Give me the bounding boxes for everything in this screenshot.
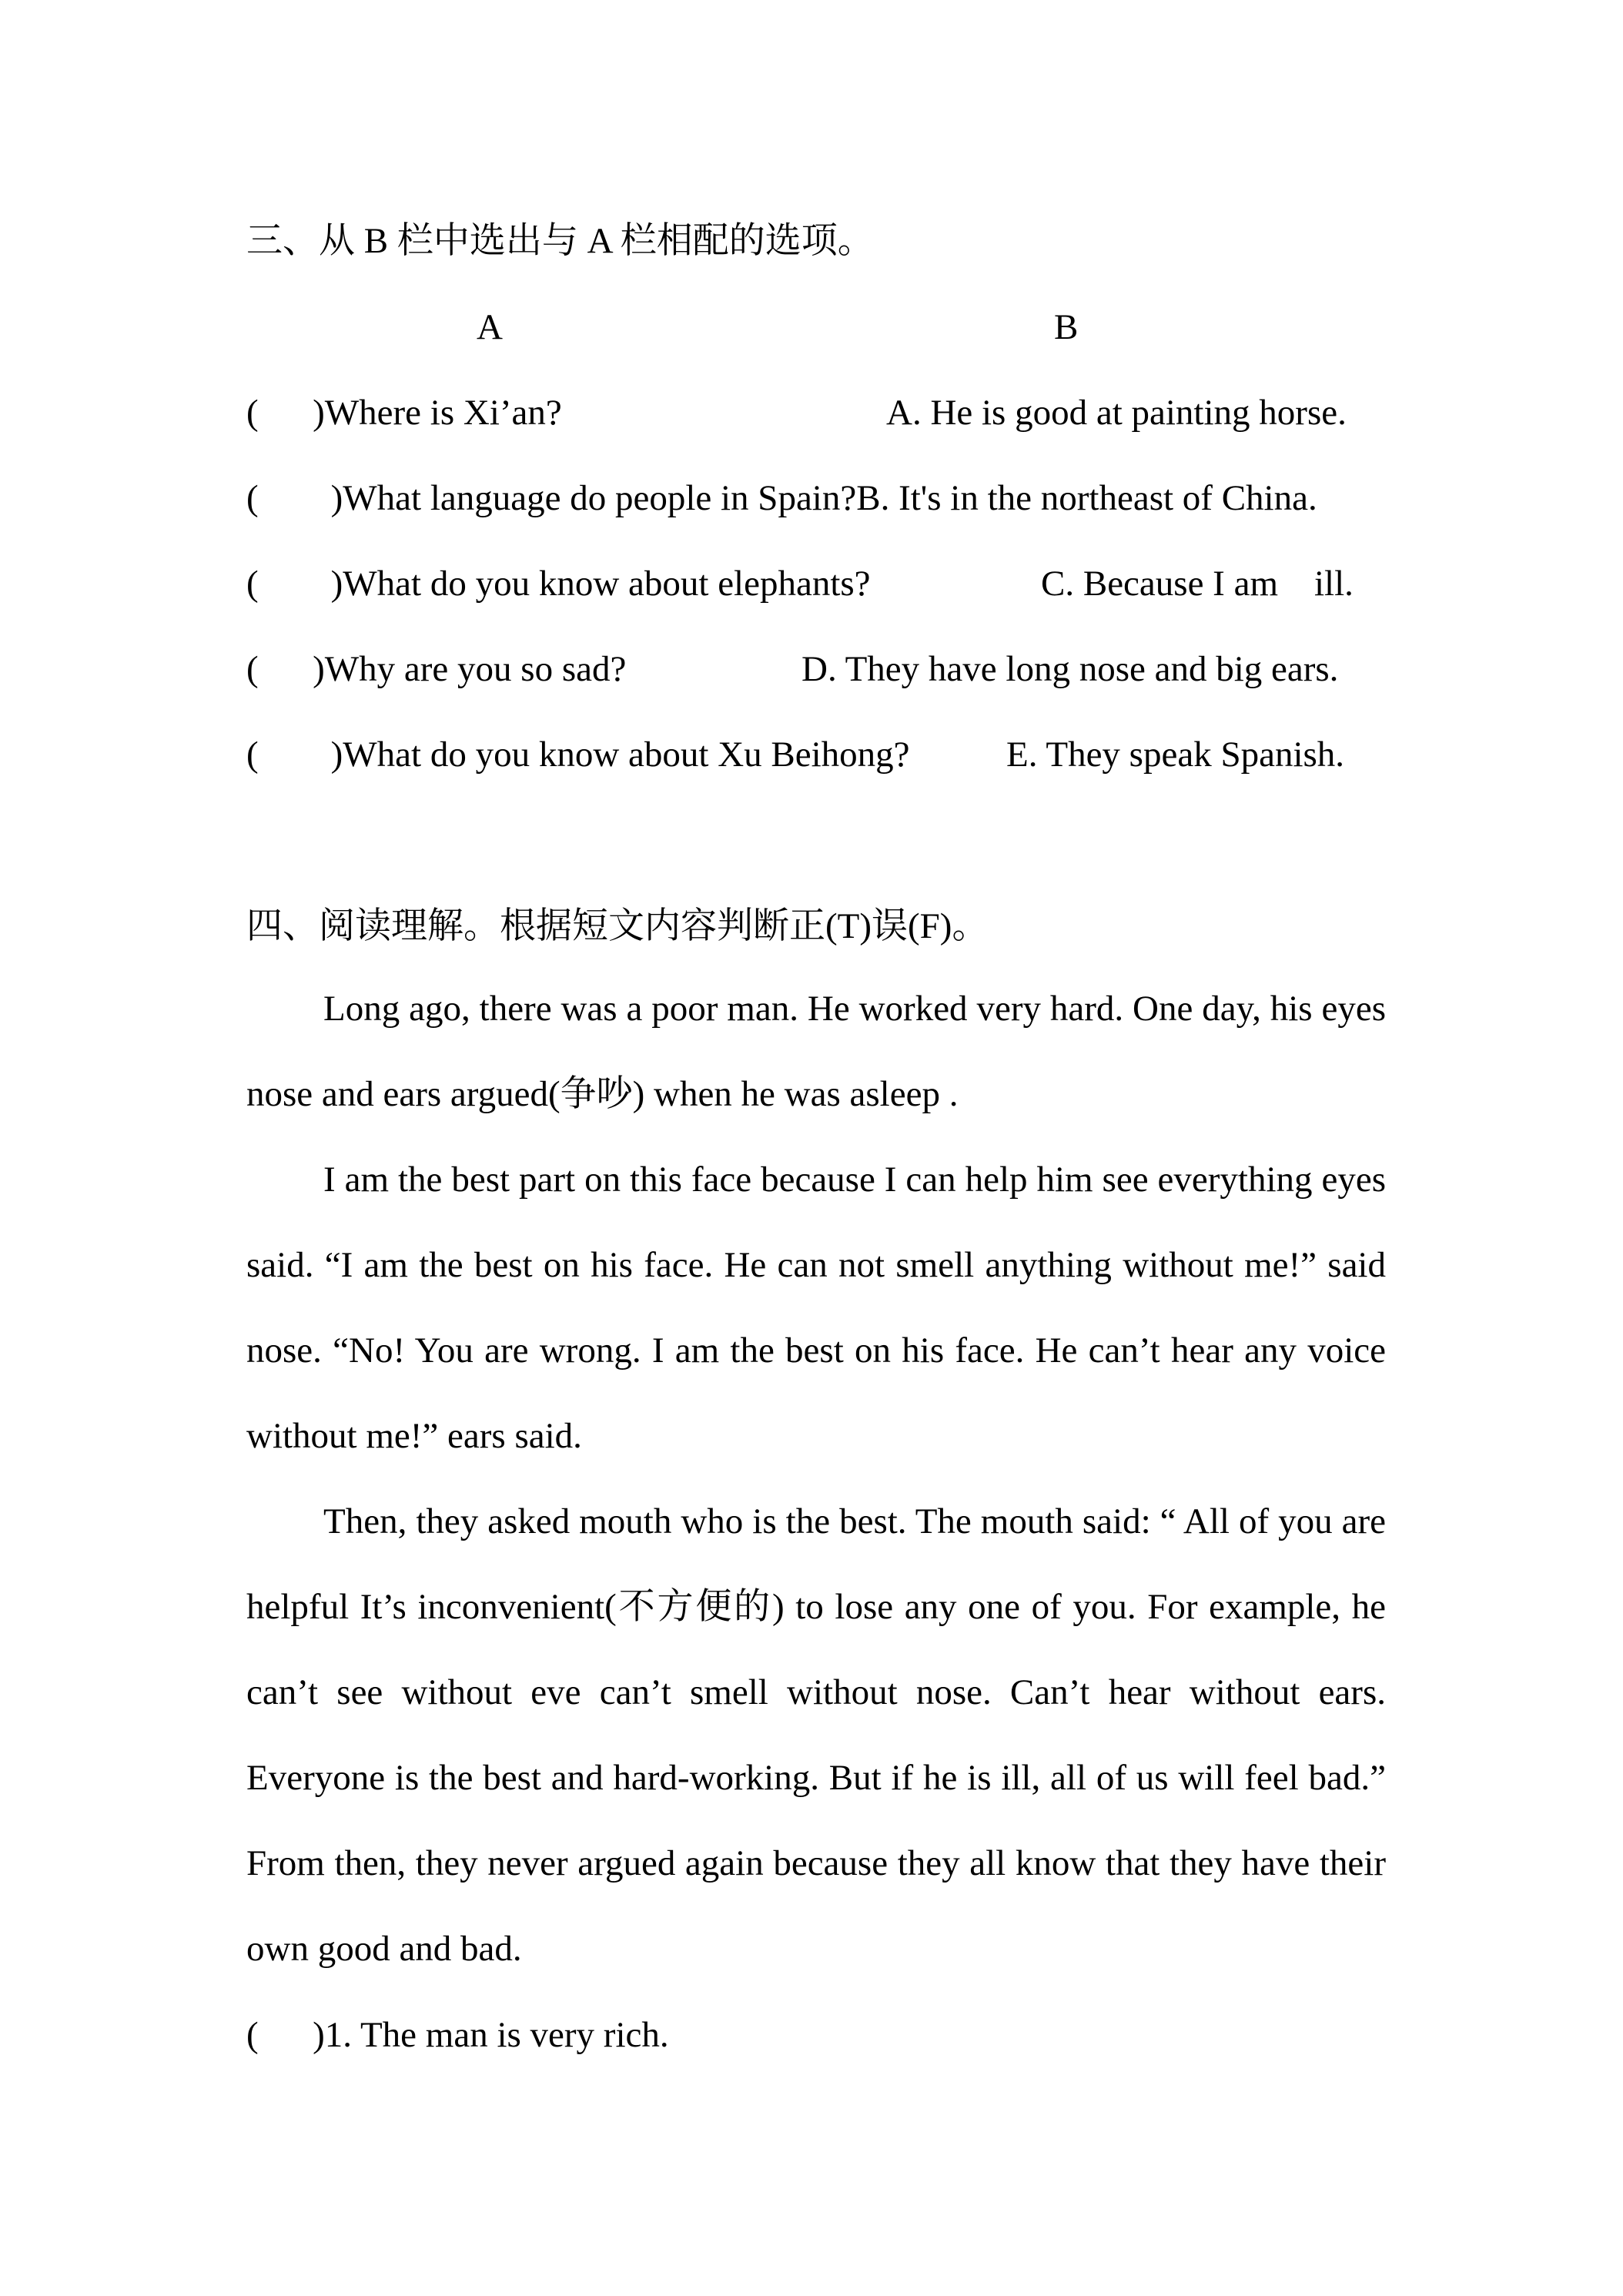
- reading-paragraph-3: [246, 1479, 1386, 1992]
- section4-title: 四、阅读理解。根据短文内容判断正(T)误(F)。: [246, 906, 989, 946]
- paragraph-3-text: Then, they asked mouth who is the best. The mouth said: “ All of you are helpful It’s inconvenient(不方便的) to lose any one of you. For example, he can’t see without eve can’t smell without nose. Can’t hear without ears. Everyone is the best and hard-working. But if he is ill, all of us will feel bad.” From then, they never argued again because they all know that they have their own good and bad.: [246, 1501, 1386, 1969]
- match-answer-e: E. They speak Spanish.: [1006, 735, 1345, 775]
- match-question-1: ( )Where is Xi’an?: [246, 393, 562, 433]
- section3-title: 三、从 B 栏中选出与 A 栏相配的选项。: [246, 221, 874, 261]
- paragraph-1-text: Long ago, there was a poor man. He worked very hard. One day, his eyes nose and ears argued(争吵) when he was asleep .: [246, 989, 1386, 1114]
- reading-paragraph-1: [246, 966, 1386, 1137]
- paragraph-2-text: I am the best part on this face because I can help him see everything eyes said. “I am the best on his face. He can not smell anything without me!” said nose. “No! You are wrong. I am the best on his face. He can’t hear any voice without me!” ears said.: [246, 1160, 1386, 1456]
- match-answer-d: D. They have long nose and big ears.: [801, 649, 1339, 689]
- reading-paragraph-2: [246, 1137, 1386, 1479]
- column-a-header: A: [477, 307, 503, 347]
- match-answer-a: A. He is good at painting horse.: [886, 393, 1347, 433]
- judge-question-1: ( )1. The man is very rich.: [246, 2015, 669, 2055]
- match-question-4: ( )Why are you so sad?: [246, 649, 627, 689]
- match-question-3: ( )What do you know about elephants?: [246, 564, 871, 604]
- match-question-5: ( )What do you know about Xu Beihong?: [246, 735, 910, 775]
- match-answer-c: C. Because I am ill.: [1041, 564, 1354, 604]
- match-question-2: ( )What language do people in Spain?B. It's in the northeast of China.: [246, 478, 1317, 518]
- column-b-header: B: [1054, 307, 1079, 347]
